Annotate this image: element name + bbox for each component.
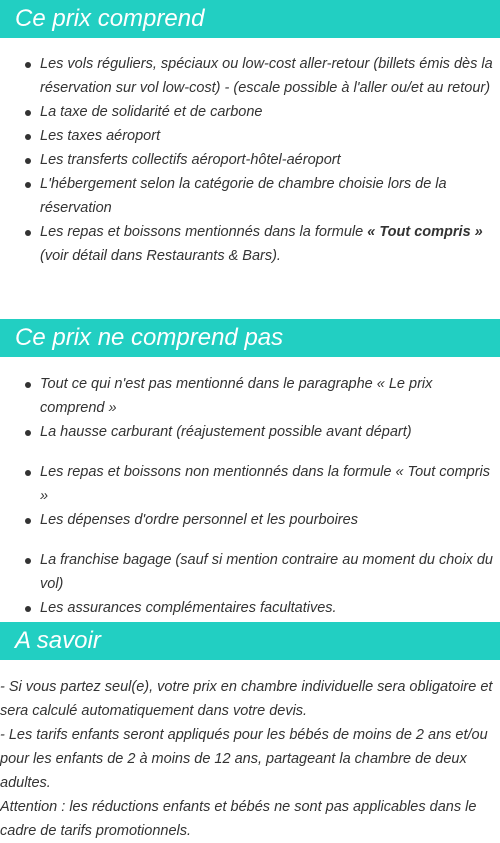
excluded-list: [0, 372, 500, 620]
info-paragraph: - Les tarifs enfants seront appliqués pour les bébés de moins de 2 ans et/ou pour les enfants de 2 à moins de 12 ans, partageant la chambre de deux adultes.: [0, 727, 488, 791]
list-item: La franchise bagage (sauf si mention contraire au moment du choix du vol): [0, 548, 500, 596]
section-header-included: [0, 0, 500, 38]
bullet-icon: [25, 430, 31, 436]
list-item: Les taxes aéroport: [0, 124, 500, 148]
list-item: Les assurances complémentaires facultatives.: [0, 596, 500, 620]
list-item: Les vols réguliers, spéciaux ou low-cost aller-retour (billets émis dès la réservation sur vol low-cost) - (escale possible à l'aller ou/et au retour): [0, 52, 500, 100]
info-paragraph: Attention : les réductions enfants et bébés ne sont pas applicables dans le cadre de tarifs promotionnels.: [0, 799, 477, 839]
bullet-icon: [25, 382, 31, 388]
section-title-included: Ce prix comprend: [15, 5, 205, 32]
section-header-excluded: [0, 319, 500, 357]
list-item: L'hébergement selon la catégorie de chambre choisie lors de la réservation: [0, 172, 500, 220]
list-item: La hausse carburant (réajustement possible avant départ): [0, 420, 500, 444]
list-item: Les repas et boissons non mentionnés dans la formule « Tout compris »: [0, 460, 500, 508]
bullet-icon: [25, 470, 31, 476]
list-item: Tout ce qui n'est pas mentionné dans le paragraphe « Le prix comprend »: [0, 372, 500, 420]
bullet-icon: [25, 606, 31, 612]
bullet-icon: [25, 110, 31, 116]
section-title-a-savoir: A savoir: [15, 627, 101, 654]
bullet-icon: [25, 230, 31, 236]
bullet-icon: [25, 182, 31, 188]
a-savoir-text: [0, 675, 500, 843]
bullet-icon: [25, 158, 31, 164]
list-item: Les repas et boissons mentionnés dans la formule « Tout compris » (voir détail dans Restaurants & Bars).: [0, 220, 500, 268]
info-paragraph: - Si vous partez seul(e), votre prix en chambre individuelle sera obligatoire et sera calculé automatiquement dans votre devis.: [0, 679, 493, 719]
list-item: Les transferts collectifs aéroport-hôtel-aéroport: [0, 148, 500, 172]
list-item: Les dépenses d'ordre personnel et les pourboires: [0, 508, 500, 532]
list-item: La taxe de solidarité et de carbone: [0, 100, 500, 124]
bullet-icon: [25, 518, 31, 524]
bullet-icon: [25, 134, 31, 140]
tout-compris-emphasis: « Tout compris »: [367, 224, 483, 240]
included-list: [0, 52, 500, 268]
section-title-excluded: Ce prix ne comprend pas: [15, 324, 284, 351]
section-header-a-savoir: [0, 622, 500, 660]
bullet-icon: [25, 62, 31, 68]
bullet-icon: [25, 558, 31, 564]
